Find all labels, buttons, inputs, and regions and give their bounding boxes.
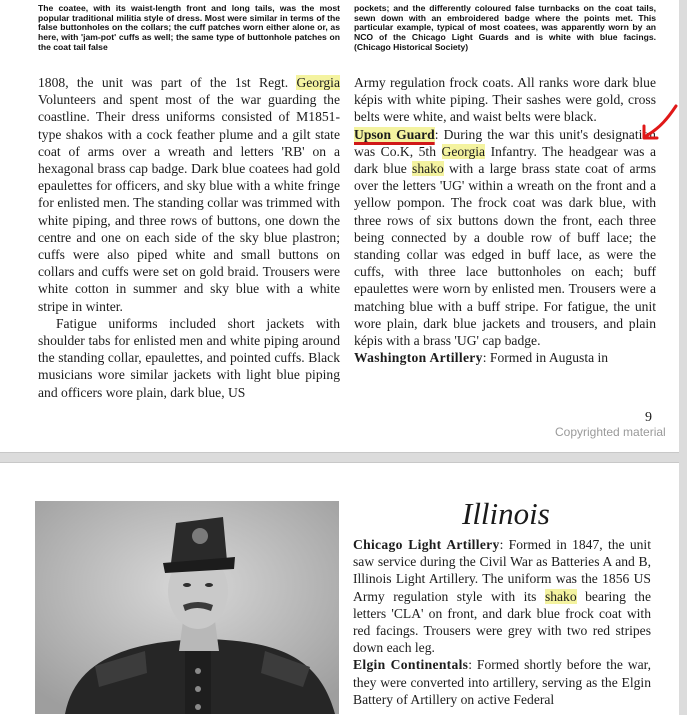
caption-left: The coatee, with its waist-length front and long tails, was the most popular traditional militia style of dress. Most were similar in terms of the false buttonholes on the collars; the cuff patches worn either alone or, as here, with 'jam-pot' cuffs as well; the same type of buttonhole patches on the coat tail false [38, 3, 340, 52]
copyright-watermark: Copyrighted material [555, 425, 666, 439]
entry-name-chicago-light-artillery: Chicago Light Artillery [353, 537, 500, 552]
paragraph: Upson Guard: During the war this unit's designation was Co.K, 5th Georgia Infantry. The headgear was a dark blue shako with a large brass state coat of arms over the letters 'UG' within a wreath on the front and a yellow pompon. The frock coat was dark blue, with three rows of six buttons down the front, each three being connected by a double row of buff lace; the standing collar was edged in buff lace, as were the cuffs, with three lace buttonholes on each; buff epaulettes were worn by enlisted men. Trousers were a matching blue with a buff stripe. For fatigue, the unit wore plain, dark blue jackets and trousers, and plain képis with a brass 'UG' cap badge. [354, 126, 657, 349]
text-column-right [354, 74, 656, 366]
text-column-left [38, 74, 340, 401]
entry-name-upson-guard: Upson Guard [354, 126, 435, 142]
paragraph: Chicago Light Artillery: Formed in 1847, the unit saw service during the Civil War as Batteries A and B, Illinois Light Artillery. The uniform was the 1856 US Army regulation style with its shako bearing the letters 'CLA' on front, and dark blue frock coat with red facings. Trousers were grey with two red stripes down each leg. [353, 537, 651, 656]
section-heading: Illinois [462, 496, 550, 531]
soldier-portrait-icon [35, 501, 339, 714]
search-highlight: shako [412, 161, 444, 177]
entry-name-elgin-continentals: Elgin Continentals [353, 657, 469, 673]
caption-right: pockets; and the differently coloured false turnbacks on the coat tails, sewn down with an embroidered badge where the points met. This particular example, typical of most coatees, was apparently worn by an NCO of the Chicago Light Guards and is white with blue facings. (Chicago Historical Society) [354, 3, 656, 52]
search-highlight: Georgia [441, 143, 486, 159]
historical-photograph [35, 501, 339, 714]
paragraph: Army regulation frock coats. All ranks wore dark blue képis with white piping. Their sashes were gold, cross belts were white, and waist belts were black. [354, 75, 656, 125]
entry-name-washington-artillery: Washington Artillery [354, 350, 483, 366]
red-arrow-annotation-icon [632, 100, 679, 146]
paragraph: Elgin Continentals: Formed shortly before the war, they were converted into artillery, serving as the Elgin Battery of Artillery on active Federal [353, 657, 651, 707]
page-number: 9 [645, 410, 652, 425]
search-highlight: shako [544, 588, 577, 604]
search-highlight: Georgia [296, 75, 340, 90]
paragraph: Washington Artillery: Formed in Augusta in [354, 350, 609, 366]
text-column-right-page2 [353, 536, 651, 708]
paragraph: 1808, the unit was part of the 1st Regt. Georgia Volunteers and spent most of the war guarding the coastline. Their dress uniforms consisted of M1851-type shakos with a cock feather plume and a gilt state coat of arms over a wreath and letters 'RB' on a hexagonal brass cap badge. Dark blue coatees had gold epaulettes for officers, and sky blue with a white fringe for enlisted men. The standing collar was trimmed with white piping, and three rows of buttons, one down the centre and one on each side of the sky blue plastron; cuffs were also piped white and small buttons on collars and cuffs were set on gold braid. Trousers were white cotton in summer and sky blue with a white stripe in winter. [38, 75, 340, 314]
paragraph: Fatigue uniforms included short jackets with shoulder tabs for enlisted men and white piping around the standing collar, epaulettes, and pointed cuffs. Black musicians wore similar jackets with light blue piping and officers wore plain, dark blue, US [38, 315, 340, 400]
